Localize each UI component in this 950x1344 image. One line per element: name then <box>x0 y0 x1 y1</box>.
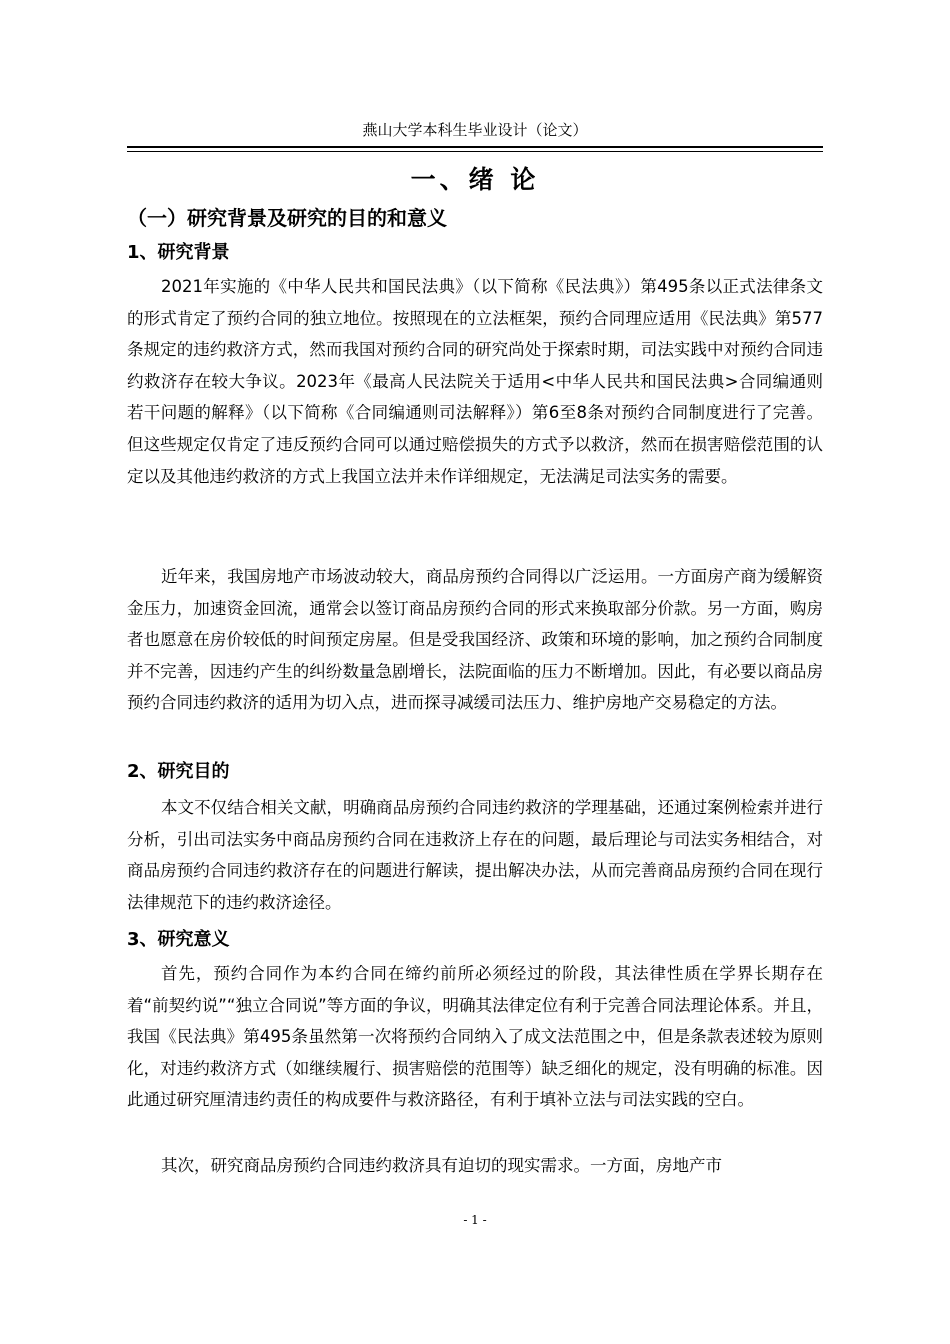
subsection-heading-significance: 3、研究意义 <box>127 929 230 950</box>
chapter-title: 一、绪 论 <box>410 165 540 194</box>
subsection-heading-background: 1、研究背景 <box>127 242 230 263</box>
paragraph-purpose-1: 本文不仅结合相关文献，明确商品房预约合同违约救济的学理基础，还通过案例检索并进行分析，引出司法实务中商品房预约合同在违救济上存在的问题，最后理论与司法实务相结合，对商品房预约合同违约救济存在的问题进行解读，提出解决办法，从而完善商品房预约合同在现行法律规范下的违约救济途径。 <box>127 798 823 912</box>
paragraph-background-2: 近年来，我国房地产市场波动较大，商品房预约合同得以广泛运用。一方面房产商为缓解资金压力，加速资金回流，通常会以签订商品房预约合同的形式来换取部分价款。另一方面，购房者也愿意在房价较低的时间预定房屋。但是受我国经济、政策和环境的影响，加之预约合同制度并不完善，因违约产生的纠纷数量急剧增长，法院面临的压力不断增加。因此，有必要以商品房预约合同违约救济的适用为切入点，进而探寻减缓司法压力、维护房地产交易稳定的方法。 <box>127 567 823 713</box>
page-number: - 1 - <box>463 1213 487 1227</box>
header-rule-thin <box>127 151 823 152</box>
subsection-heading-purpose: 2、研究目的 <box>127 761 230 782</box>
header-rule-thick <box>127 146 823 148</box>
running-header: 燕山大学本科生毕业设计（论文） <box>362 121 588 139</box>
paragraph-significance-1: 首先，预约合同作为本约合同在缔约前所必须经过的阶段，其法律性质在学界长期存在着“前契约说”“独立合同说”等方面的争议，明确其法律定位有利于完善合同法理论体系。并且，我国《民法典》第495条虽然第一次将预约合同纳入了成文法范围之中，但是条款表述较为原则化，对违约救济方式（如继续履行、损害赔偿的范围等）缺乏细化的规定，没有明确的标准。因此通过研究厘清违约责任的构成要件与救济路径，有利于填补立法与司法实践的空白。 <box>127 964 823 1110</box>
paragraph-significance-2: 其次，研究商品房预约合同违约救济具有迫切的现实需求。一方面，房地产市 <box>161 1156 722 1175</box>
paragraph-background-1: 2021年实施的《中华人民共和国民法典》（以下简称《民法典》）第495条以正式法律条文的形式肯定了预约合同的独立地位。按照现在的立法框架，预约合同理应适用《民法典》第577条规定的违约救济方式，然而我国对预约合同的研究尚处于探索时期，司法实践中对预约合同违约救济存在较大争议。2023年《最高人民法院关于适用<中华人民共和国民法典>合同编通则若干问题的解释》（以下简称《合同编通则司法解释》）第6至8条对预约合同制度进行了完善。但这些规定仅肯定了违反预约合同可以通过赔偿损失的方式予以救济，然而在损害赔偿范围的认定以及其他违约救济的方式上我国立法并未作详细规定，无法满足司法实务的需要。 <box>127 277 823 486</box>
section-title: （一）研究背景及研究的目的和意义 <box>127 206 447 230</box>
